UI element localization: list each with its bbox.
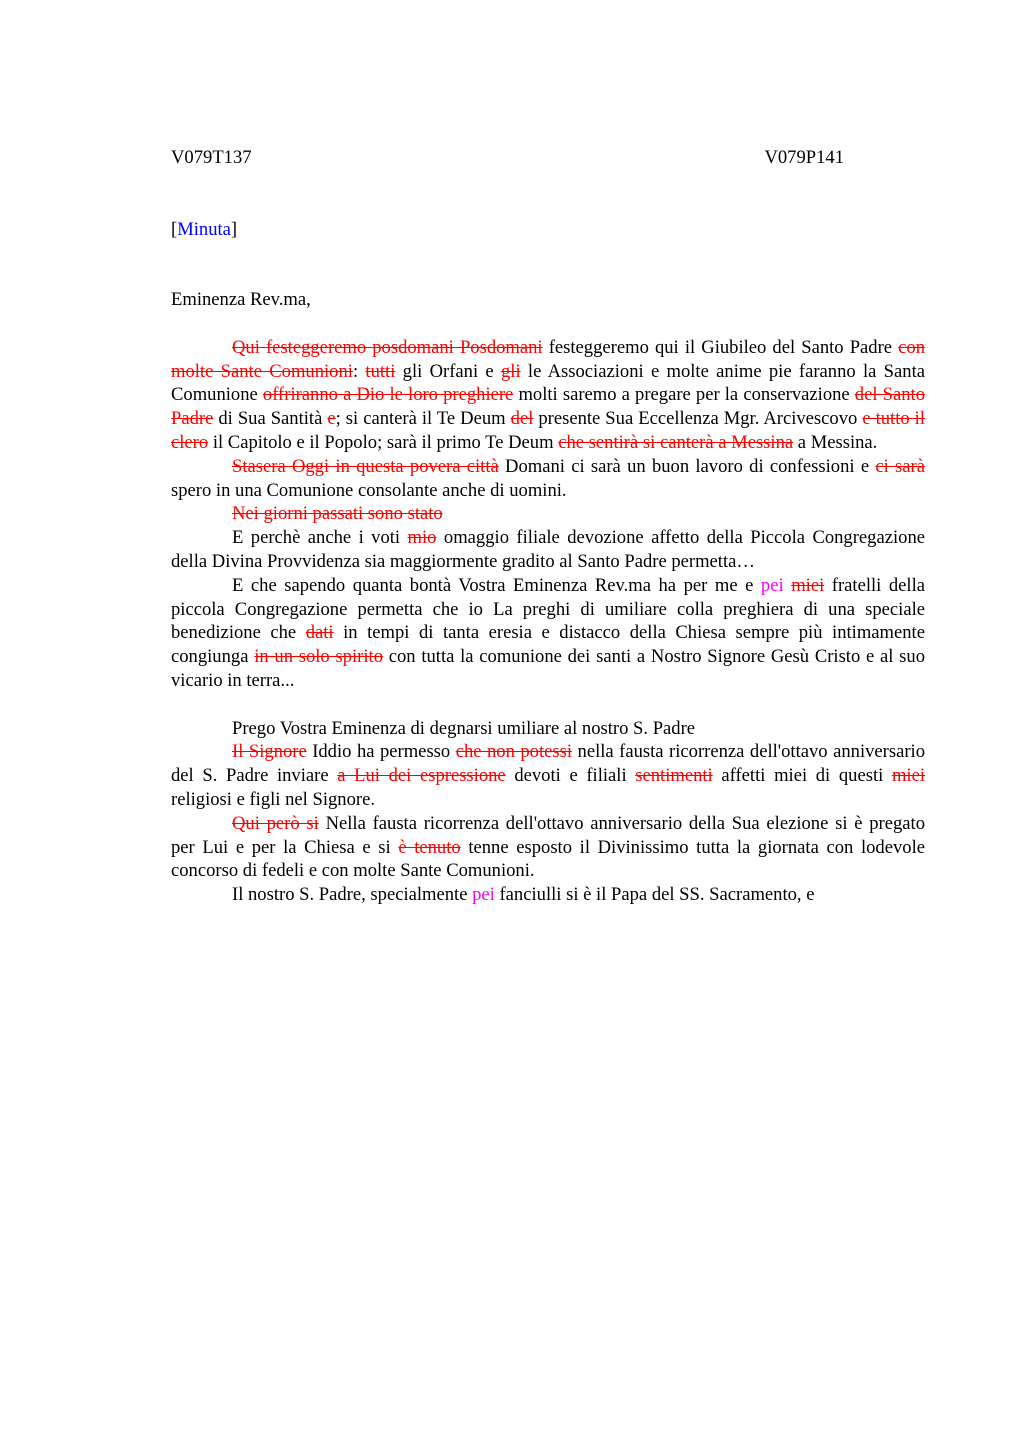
note-bracket-open: [: [171, 219, 178, 240]
text-run: religiosi e figli nel Signore.: [171, 788, 375, 810]
deleted-text: sentimenti: [635, 765, 713, 787]
deleted-text: con molte Sante Comunioni: [171, 336, 926, 382]
deleted-text: e tutto il clero: [171, 408, 925, 453]
deleted-text: offriranno a Dio le loro preghiere: [262, 384, 514, 406]
deleted-text: Qui festeggeremo posdomani Posdomani: [232, 336, 543, 358]
document-code-left: V079T137: [171, 147, 252, 168]
text-run: tenne esposto il Divinissimo tutta la giornata con lodevole concorso di fedeli e con molte Sante Comunioni.: [171, 836, 925, 882]
deleted-text: mio: [407, 527, 437, 549]
paragraph: [171, 574, 925, 693]
text-run: in tempi di tanta eresia e distacco della Chiesa sempre più intimamente congiunga: [171, 622, 925, 668]
paragraph: [171, 455, 925, 503]
text-run: Domani ci sarà un buon lavoro di confessioni e: [498, 455, 876, 477]
text-run: festeggeremo qui il Giubileo del Santo Padre: [542, 336, 899, 358]
text-run: ; si canterà il Te Deum: [335, 408, 511, 430]
salutation: Eminenza Rev.ma,: [171, 289, 311, 310]
paragraph: [171, 502, 925, 526]
text-run: con tutta la comunione dei santi a Nostro Signore Gesù Cristo e al suo vicario in terra...: [171, 646, 925, 691]
deleted-text: ci sarà: [875, 455, 925, 477]
text-run: E perchè anche i voti: [232, 527, 408, 549]
text-run: nella fausta ricorrenza dell'ottavo anniversario del S. Padre inviare: [171, 741, 925, 787]
draft-note: [171, 218, 237, 242]
deleted-text: Nei giorni passati sono stato: [232, 503, 443, 525]
deleted-text: dati: [305, 622, 334, 644]
text-run: di Sua Santità: [213, 408, 328, 430]
inserted-text: pei: [472, 884, 495, 906]
text-run: il Capitolo e il Popolo; sarà il primo Te Deum: [208, 431, 559, 453]
deleted-text: a Lui dei espressione: [337, 765, 506, 787]
paragraph: [171, 740, 925, 811]
paragraph: [171, 526, 925, 574]
text-run: omaggio filiale devozione affetto della Piccola Congregazione della Divina Provvidenza sia maggiormente gradito al Santo Padre permetta…: [171, 527, 925, 572]
deleted-text: che sentirà si canterà a Messina: [558, 431, 794, 453]
text-run: :: [352, 360, 366, 382]
text-run: spero in una Comunione consolante anche di uomini.: [171, 479, 567, 501]
deleted-text: miei: [891, 765, 925, 787]
deleted-text: e: [327, 408, 336, 430]
text-run: affetti miei di questi: [712, 765, 892, 787]
deleted-text: tutti: [365, 360, 396, 382]
text-run: Prego Vostra Eminenza di degnarsi umiliare al nostro S. Padre: [232, 717, 696, 739]
deleted-text: Stasera Oggi in questa povera città: [232, 455, 499, 477]
deleted-text: in un solo spirito: [254, 646, 383, 668]
text-run: Il nostro S. Padre, specialmente: [232, 884, 473, 906]
text-run: E che sapendo quanta bontà Vostra Eminenza Rev.ma ha per me e: [232, 574, 761, 596]
text-run: presente Sua Eccellenza Mgr. Arcivescovo: [533, 408, 863, 430]
text-run: fratelli della piccola Congregazione permetta che io La preghi di umiliare colla preghiera di una speciale benedizione che: [171, 574, 926, 644]
deleted-text: è tenuto: [398, 836, 461, 858]
text-run: Iddio ha permesso: [306, 741, 456, 763]
text-run: molti saremo a pregare per la conservazione: [513, 384, 855, 406]
deleted-text: che non potessi: [455, 741, 573, 763]
text-run: a Messina.: [793, 431, 878, 453]
deleted-text: Il Signore: [232, 741, 307, 763]
note-label: Minuta: [177, 219, 231, 240]
paragraph: [171, 883, 925, 907]
paragraph: [171, 812, 925, 883]
deleted-text: del: [510, 408, 534, 430]
text-run: fanciulli si è il Papa del SS. Sacramento, e: [494, 884, 815, 906]
paragraphs: [171, 336, 925, 907]
inserted-text: pei: [760, 574, 784, 596]
text-run: le Associazioni e molte anime pie faranno la Santa Comunione: [171, 360, 925, 406]
text-run: devoti e filiali: [505, 765, 636, 787]
deleted-text: gli: [500, 360, 521, 382]
note-bracket-close: ]: [230, 219, 238, 240]
deleted-text: miei: [791, 574, 825, 596]
paragraph: [171, 717, 925, 741]
text-run: gli Orfani e: [395, 360, 501, 382]
deleted-text: Qui però si: [232, 812, 319, 834]
paragraph: [171, 336, 925, 455]
letter-body: [171, 288, 925, 907]
document-code-right: V079P141: [764, 147, 844, 168]
text-run: Nella fausta ricorrenza dell'ottavo anniversario della Sua elezione si è pregato per Lui e per la Chiesa e si: [171, 812, 925, 858]
deleted-text: del Santo Padre: [171, 384, 925, 430]
